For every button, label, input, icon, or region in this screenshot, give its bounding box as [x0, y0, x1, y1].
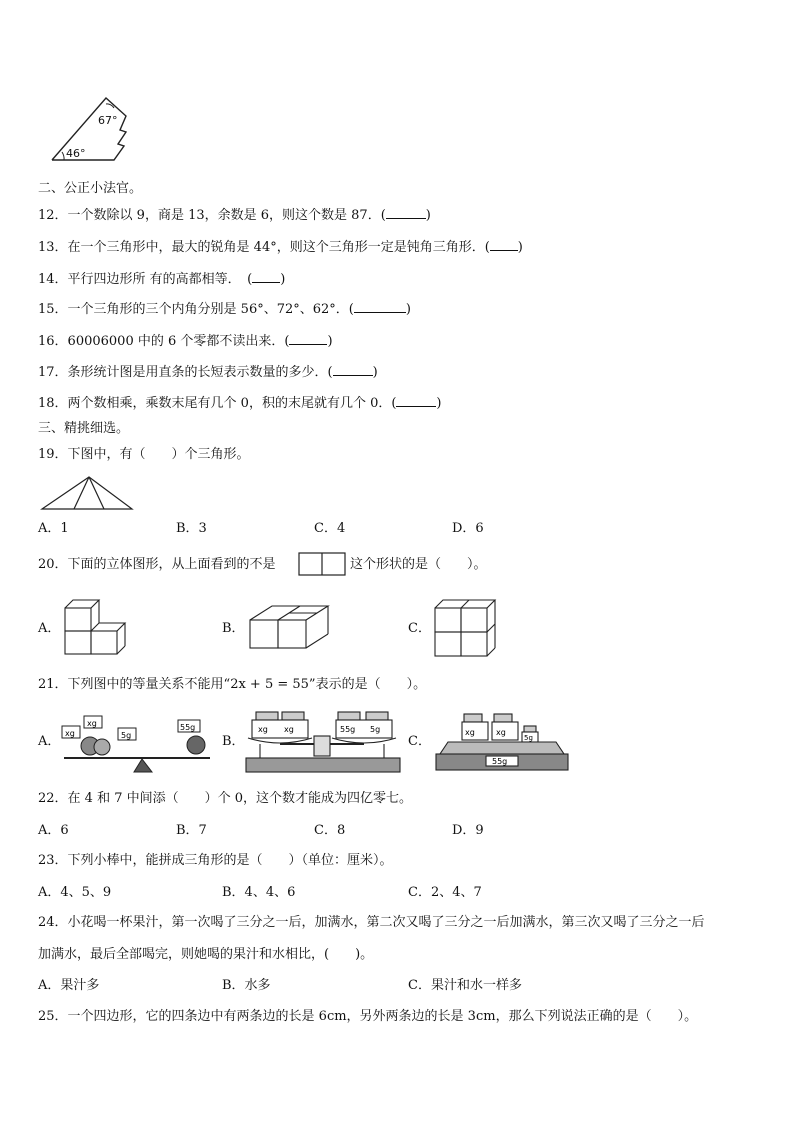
question-14-tail: )	[280, 272, 286, 287]
scale-b-55g-label: 55g	[340, 725, 356, 734]
answer-blank-16[interactable]	[289, 332, 327, 345]
question-14-text: 14．平行四边形所 有的高都相等． (	[38, 272, 253, 287]
answer-blank-13[interactable]	[490, 238, 518, 251]
question-15-text: 15．一个三角形的三个内角分别是 56°、72°、62°．(	[38, 302, 354, 317]
q19-option-c[interactable]: C．4	[314, 521, 346, 536]
question-21-text: 21．下列图中的等量关系不能用“2x + 5 = 55”表示的是（ ）。	[38, 677, 427, 692]
question-23-text: 23．下列小棒中，能拼成三角形的是（ ）（单位：厘米）。	[38, 853, 393, 868]
q19-option-b[interactable]: B．3	[176, 521, 207, 536]
q24-option-c[interactable]: C．果汁和水一样多	[408, 978, 522, 993]
q21-option-b[interactable]: B．	[222, 734, 245, 749]
q19-option-d[interactable]: D．6	[452, 521, 484, 536]
angle-67-label: 67°	[98, 114, 118, 127]
q21-option-c[interactable]: C．	[408, 734, 431, 749]
balance-scale-a	[60, 712, 216, 774]
question-22-text: 22．在 4 和 7 中间添（ ）个 0，这个数才能成为四亿零七。	[38, 791, 413, 806]
question-20	[38, 556, 276, 574]
answer-blank-17[interactable]	[333, 363, 373, 376]
scale-a-5g-label: 5g	[121, 731, 132, 740]
q23-option-c[interactable]: C．2、4、7	[408, 885, 482, 900]
question-24-line-1: 24．小花喝一杯果汁，第一次喝了三分之一后，加满水，第二次又喝了三分之一后加满水，第三次又喝了三分之一后	[38, 915, 705, 930]
q23-option-a[interactable]: A．4、5、9	[38, 885, 112, 900]
scale-c-5g-label: 5g	[524, 734, 533, 742]
question-12-tail: )	[425, 208, 431, 223]
scale-c-x2-label: xg	[496, 728, 506, 737]
question-16-tail: )	[327, 334, 333, 349]
q24-option-a[interactable]: A．果汁多	[38, 978, 100, 993]
q19-option-a[interactable]: A．1	[38, 521, 69, 536]
answer-blank-18[interactable]	[396, 394, 436, 407]
section-2-title: 二、公正小法官。	[38, 181, 143, 196]
scale-c-x1-label: xg	[465, 728, 475, 737]
question-16	[38, 332, 333, 351]
scale-b-5g-label: 5g	[370, 725, 381, 734]
q22-option-c[interactable]: C．8	[314, 823, 346, 838]
cube-figure-b	[248, 604, 330, 652]
question-19-text: 19．下图中，有（ ）个三角形。	[38, 447, 250, 462]
question-13	[38, 238, 523, 257]
scale-a-x2-label: xg	[87, 719, 97, 728]
q22-option-b[interactable]: B．7	[176, 823, 207, 838]
q21-option-a[interactable]: A．	[38, 734, 61, 749]
question-25-text: 25．一个四边形，它的四条边中有两条边的长是 6cm，另外两条边的长是 3cm，那么下列说法正确的是（ ）。	[38, 1009, 698, 1024]
question-18-text: 18．两个数相乘，乘数末尾有几个 0，积的末尾就有几个 0．(	[38, 396, 397, 411]
question-13-text: 13．在一个三角形中，最大的锐角是 44°，则这个三角形一定是钝角三角形．(	[38, 240, 490, 255]
scale-b-x1-label: xg	[258, 725, 268, 734]
question-14	[38, 270, 285, 289]
question-18-tail: )	[436, 396, 442, 411]
scale-b-x2-label: xg	[284, 725, 294, 734]
triangle-count-figure	[40, 474, 134, 512]
question-16-text: 16．60006000 中的 6 个零都不读出来．(	[38, 334, 290, 349]
q20-option-b[interactable]: B．	[222, 621, 245, 636]
q22-option-d[interactable]: D．9	[452, 823, 484, 838]
question-12-text: 12．一个数除以 9，商是 13，余数是 6，则这个数是 87．(	[38, 208, 386, 223]
weighing-scale-c	[432, 710, 572, 774]
two-square-shape	[298, 552, 346, 576]
question-24-line-2: 加满水，最后全部喝完，则她喝的果汁和水相比，( )。	[38, 947, 374, 962]
question-17-text: 17．条形统计图是用直条的长短表示数量的多少．(	[38, 365, 333, 380]
answer-blank-12[interactable]	[386, 206, 426, 219]
scale-a-55g-label: 55g	[180, 723, 196, 732]
balance-scale-b	[242, 708, 404, 776]
question-20-text-a: 20．下面的立体图形，从上面看到的不是	[38, 557, 276, 572]
section-3-title: 三、精挑细选。	[38, 421, 130, 436]
question-15-tail: )	[405, 302, 411, 317]
question-20-text-b: 这个形状的是（ ）。	[350, 557, 487, 572]
cube-figure-a	[62, 598, 128, 656]
question-17-tail: )	[372, 365, 378, 380]
cube-figure-c	[432, 598, 498, 660]
question-15	[38, 300, 411, 319]
question-12	[38, 206, 431, 225]
q24-option-b[interactable]: B．水多	[222, 978, 271, 993]
question-18	[38, 394, 442, 413]
torn-triangle-figure	[48, 96, 138, 164]
question-17	[38, 363, 378, 382]
scale-c-55g-label: 55g	[492, 757, 508, 766]
q23-option-b[interactable]: B．4、4、6	[222, 885, 296, 900]
answer-blank-15[interactable]	[354, 300, 406, 313]
angle-46-label: 46°	[66, 147, 86, 160]
q22-option-a[interactable]: A．6	[38, 823, 69, 838]
answer-blank-14[interactable]	[252, 270, 280, 283]
q20-option-a[interactable]: A．	[38, 621, 61, 636]
question-13-tail: )	[517, 240, 523, 255]
q20-option-c[interactable]: C．	[408, 621, 431, 636]
scale-a-x1-label: xg	[65, 729, 75, 738]
